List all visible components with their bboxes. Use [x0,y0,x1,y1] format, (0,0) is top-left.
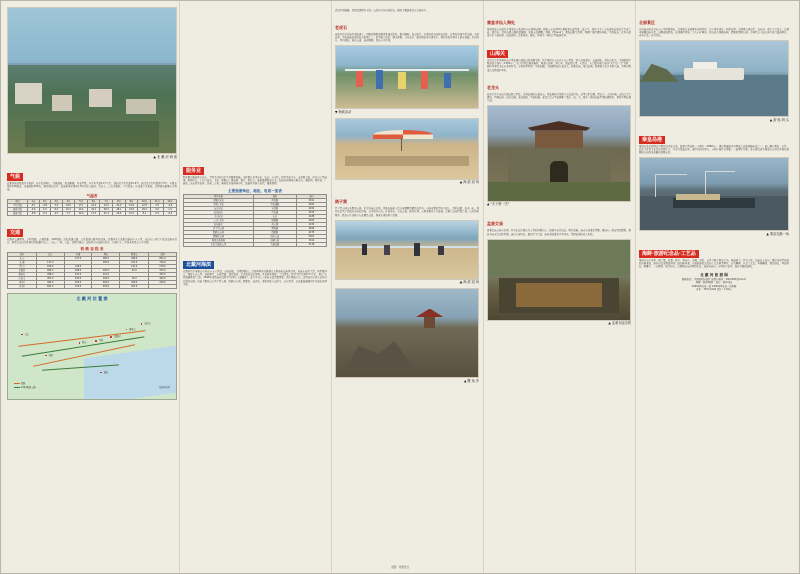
table-cell: 9.6 [151,207,164,211]
section-body-seafood: 秦皇岛盛产对虾、梭子蟹、海蟹、鲅鱼、黄花鱼、海螺、海参、扇贝等数十种海产品，味道鲜美，营养丰富。海滨各大饭店、餐馆均经营地道的海鲜菜肴，游客可品尝到新鲜可口的海味佳肴。当地旅游纪念品和工艺品种类繁多，有贝雕画、鱼骨工艺品、玛瑙雕刻、琥珀制品、草编制品、根雕等，工艺精湛，独具特色，是馈赠亲友的理想礼品。海滨各商店、市场均有销售，游客可随意选购。 [639,258,789,268]
table-cell: 4188 [296,215,326,219]
photo-coastal-panorama [7,7,177,154]
subsection-title-geziwo: 鸽子窝 [335,199,347,205]
table-cell: 16.3 [62,207,75,211]
colophon-line: 1995年8月第一版 1995年8月第一次印刷 [691,284,737,288]
table-cell: 208.0 [120,280,149,284]
colophon-line: 开本：787×1092 定价：1.80元 [696,288,732,292]
hotel-table-title: 主要旅游单位、地址、电话一览表 [228,189,282,194]
table-cell: 15.0 [125,211,138,215]
table-cell: 4203 [296,219,326,223]
table-cell: 鸽子窝公园 [184,227,254,231]
table-cell: 17.3 [87,211,100,215]
fold-line-4 [635,1,636,573]
table-cell: 301.0 [36,276,64,280]
map-city-dot [79,342,81,344]
table-cell: 247.0 [64,272,92,276]
table-cell: 10.6 [62,203,75,207]
table-header-cell: 11月 [151,199,164,203]
table-header-cell: 2月 [39,199,51,203]
table-cell: 联峰山公园 [184,231,254,235]
table-cell: -8.8 [28,211,40,215]
table-cell: 20.6 [113,211,126,215]
table-cell: 28.3 [100,207,113,211]
table-cell: 8.4 [51,207,63,211]
table-cell: 最低气温 [8,211,28,215]
table-cell: 126.0 [92,260,120,264]
table-cell: 4021 [296,203,326,207]
location-map [7,293,177,400]
table-cell: 最高气温 [8,207,28,211]
table-header-cell: 唐山 [92,252,120,256]
table-cell: 4231 [296,223,326,227]
table-header-cell: 1月 [28,199,40,203]
table-header-cell: 5月 [75,199,88,203]
table-cell: 联峰路 [253,231,296,235]
caption-beach-volleyball: ▼ 海滨活动 [335,109,352,114]
table-cell: 工人疗养院 [184,219,254,223]
table-cell: -5.1 [28,203,40,207]
map-city-label: 北京 [24,332,30,336]
fold-line-1 [179,1,180,573]
table-header-cell: 单位名称 [184,195,254,199]
table-cell: 12.8 [138,203,151,207]
table-cell: -6.0 [164,211,177,215]
map-legend: 铁路 102(国道)公路 [21,381,36,389]
table-header-cell: 9月 [125,199,138,203]
table-header-cell: 10月 [138,199,151,203]
column-3 [335,1,479,573]
table-cell: 136.0 [92,276,120,280]
table-cell: 1.9 [164,207,177,211]
fold-line-3 [483,1,484,573]
map-city-label: 渤海 [103,370,109,374]
table-cell: 121.0 [120,264,149,268]
section-title-beidaihe: 北戴河海滨 [183,261,214,269]
table-cell: 841.0 [149,256,177,260]
table-cell: 264.0 [36,268,64,272]
subsection-title-laohushi: 老虎石 [335,25,347,31]
table-cell: 中直疗养院 [184,203,254,207]
subsection-title-beiyuan: 北部景区 [639,20,655,25]
bottom-note: 全图：内部发行 [390,566,410,569]
subsection-body-mengjiangnv: 孟姜女庙又称贞女祠，位于山海关城东六公里的凤凰山上，始建于宋代以前，明代重修。庙内有孟姜女塑像，殿前有一副奇特的楹联，相传为南宋文天祥所题。庙后有望夫石、振衣亭等古迹，流传着孟姜女千里寻夫、哭倒长城的动人传说。 [487,229,631,236]
table-cell: 滨海大道 [253,235,296,239]
temperature-table [7,199,177,216]
table-cell: 北戴河 [8,268,37,272]
table-header-cell: 3月 [51,199,63,203]
map-city-dot [126,329,128,331]
photo-port [639,157,789,231]
map-city-label: 昌黎 [98,339,104,343]
section-body-shanhaiguan: 山海关是举世闻名的万里长城东部起点的重要关隘，位于秦皇岛市东北十五公里处，因其北倚燕山、南连渤海，故名山海关。关城始建于明洪武十四年（1381年），由大将徐达奉命修筑，城高十四米，厚七米，周长四公里，有四门。东门镇东楼上悬挂"天下第一关"巨匾，相传为明代书法家萧显所书，字体苍劲浑厚，气势磅礴。关城周围还有老龙头、孟姜女庙、角山长城、燕塞湖等众多名胜古迹，为国家级重点文物保护单位。 [487,59,631,72]
table-cell: 东山 [253,215,296,219]
table-cell: 0.4 [151,211,164,215]
table-cell: 22.0 [120,268,149,272]
table-cell: 海滨饭店 [184,211,254,215]
table-cell: 455.0 [64,280,92,284]
table-cell: 北 京 [8,256,37,260]
table-cell: 578.0 [149,264,177,268]
table-cell: 180.0 [92,256,120,260]
temp-table-title: 气温表 [86,193,98,198]
table-cell: 友谊宾馆 [184,207,254,211]
table-cell: -2.8 [39,203,51,207]
table-cell: 262.0 [64,276,92,280]
table-cell: 金山宾馆 [184,215,254,219]
table-cell: 21.4 [87,203,100,207]
table-cell: 494.0 [36,280,64,284]
table-header-cell: 项目 [8,199,28,203]
table-cell: 137.0 [64,256,92,260]
table-cell: 4155 [296,211,326,215]
table-cell: 180.0 [36,264,64,268]
caption-cruise-dock: ▲ 游 船 码 头 [769,117,789,122]
subsection-title-mengjiangnv: 孟姜女庙 [487,221,503,227]
photo-temple-fair [487,239,631,321]
caption-port: ▲ 秦皇岛港一角 [766,231,789,236]
map-city-label: 北戴河 [113,334,121,338]
caption-yingjiao-pavilion: ▲ 鹰 角 亭 [463,378,479,383]
table-cell: 3.4 [51,203,63,207]
table-cell: 247.0 [120,260,149,264]
table-cell: 唐 山 [8,264,37,268]
table-cell: 18.3 [138,207,151,211]
photo-cruise-dock [639,40,789,117]
caption-beach-umbrella: ▲ 海 滨 浴 场 [459,180,479,185]
table-cell: 442.0 [149,276,177,280]
table-cell: 704.0 [149,260,177,264]
section-title-qhdport: 秦皇岛港 [639,136,665,144]
section-body-beidaihe: 北戴河位于秦皇岛市西南十五公里处，南临渤海，北靠联峰山，是我国著名的避暑疗养胜地和海滨风景区。海滨东起鸽子窝，西至戴河口，绵延十余公里，沙软潮平，水质清澈，滩缓波轻，是天然的海水浴场。区内林木葱郁，空气清新，夏季平均气温23℃左右，素有"东亚避暑胜地"之称。1898年清政府将此辟为"各国人士避暑地"，此后中外人士纷纷来此营建别墅。新中国成立后，这里成为劳动人民休养度假的乐园。海滨主要景点有鸽子窝公园、联峰山公园、碧螺塔、老虎石、秦皇求仙入海处等。每年夏季，来此旅游避暑的中外游客络绎不绝。 [183,270,327,286]
map-city-dot [110,336,112,338]
table-cell: 西经路 [253,199,296,203]
subsection-body-geziwo: 鸽子窝公园又名鹰角公园，位于海滨东北角，因临海悬崖上常有成群野鸽栖息而得名。公园内鹰角亭屹立崖上，凭栏远眺，海天一色。观日出是鸽子窝最负盛名的景观，每当旭日东升，红霞满天，金光万道，蔚为壮观。公园北侧为大片湿地，是候鸟迁徙停歇之地，每年春秋两季，数以万计的候鸟在此栖息觅食，形成壮观的观鸟景观。 [335,207,479,217]
table-cell: 24.0 [113,203,126,207]
photo-beach-volleyball [335,45,479,109]
table-cell: 2.0 [39,207,51,211]
table-cell: 457.0 [120,284,149,288]
map-city-label: 唐山 [81,341,87,345]
table-cell: 24.6 [125,207,138,211]
table-cell: 578.0 [92,284,120,288]
table-cell: 北戴河宾馆 [184,199,254,203]
table-cell: 21.3 [100,211,113,215]
table-cell: 东经路 [253,207,296,211]
fold-line-2 [331,1,332,573]
table-cell: 186.0 [64,268,92,272]
section-body-climate: 北戴河地处暖温带半湿润、南于海洋调节，气候温和，夏无酷暑，冬无严寒，年平均气温11℃左右，最热月平均气温24.5℃，最冷月平均气温零下5℃。年降水量约700毫米，无霜期约180天，相对湿度适中。海滨浴场水温6月至9月适宜游泳，尤以七、八月为最佳。空气清新、负氧离子含量高，是理想的避暑疗养胜地。 [7,181,177,191]
table-cell: 5118 [296,243,326,247]
table-cell: 港城大街 [253,239,296,243]
table-cell: 4102 [296,207,326,211]
table-cell: 704.0 [64,284,92,288]
table-cell: 5.7 [62,211,75,215]
table-cell: 沈 阳 [8,284,37,288]
table-cell: 天 津 [8,260,37,264]
caption-great-wall-gate: ▲ "天下第一关" [487,202,510,207]
map-city-label: 秦皇岛 [128,327,136,331]
section-body-qhdport: 秦皇岛港是我国北方著名的不冻良港，始建于清光绪二十四年（1898年），现已发展成为世界最大的能源输出港之一。港口拥有煤炭、杂货、油品等各类专业化泊位数十个，年吞吐量逾亿吨。港区内塔吊林立，万吨巨轮往来穿梭，一派繁忙景象。港口现已成为秦皇岛市对外开放的重要窗口和经济发展的重要支柱。 [639,144,789,154]
table-cell: 475.0 [149,268,177,272]
table-cell: 中海滩 [253,211,296,215]
table-row [8,211,177,215]
caption-swimmers: ▲ 海 滨 浴 场 [459,280,479,285]
table-cell: 22.4 [75,207,88,211]
table-cell: 19.6 [125,203,138,207]
colophon-title: 北 戴 河 旅 游 图 [700,272,728,277]
table-header-cell: 站名 [8,252,37,256]
table-header-cell: 秦皇岛 [120,252,149,256]
table-cell: 137.0 [36,260,64,264]
column3-intro: 沿海岸线蜿蜒，景观资源极为丰富，每处均有各自的特色。现将主要游览景点分述如下。 [335,9,429,12]
table-cell: 海宁路 [253,223,296,227]
table-cell: 286.0 [120,256,149,260]
table-cell: 28.1 [113,207,126,211]
map-title: 北 戴 河 位 置 图 [76,295,108,301]
map-city-dot [21,334,23,336]
table-cell: 4011 [296,199,326,203]
section-title-climate: 气候 [7,173,23,181]
table-header-cell: 地址 [253,195,296,199]
photo-yingjiao-pavilion [335,288,479,378]
table-cell: 3012 [296,239,326,243]
table-header-cell: 7月 [100,199,113,203]
table-cell: 457.0 [149,272,177,276]
distance-table-title: 铁 路 里 程 表 [80,246,104,251]
table-cell: 碧螺塔公园 [184,235,254,239]
table-cell: 平均气温 [8,203,28,207]
map-city-dot [95,340,97,342]
section-body-traffic: 北戴河交通便利，京哈铁路、京秦铁路、102国道、沿海高速公路、京沈高速公路均经此地。北戴河火车站距海滨约十五公里，站前有公共汽车直达海滨各景点。秦皇岛山海关机场有班机通往北京、上海、广州、大连、沈阳等城市。海滨区内有旅游专线车、出租汽车，往返各风景点十分方便。 [7,237,177,244]
subsection-title-qiuxian: 秦皇求仙入海处 [487,20,515,25]
table-cell: 4.5 [151,203,164,207]
map-city-dot [141,323,143,325]
table-header-cell: 天津 [64,252,92,256]
table-cell: 中海滩路 [253,203,296,207]
colophon-line: 印刷：新华印刷厂 发行：新华书店 [695,281,733,285]
section-title-traffic: 交通 [7,229,23,237]
table-cell: 15.0 [120,276,149,280]
table-cell: 105.0 [92,268,120,272]
table-cell: 4301 [296,235,326,239]
section-body-service: 到北戴河旅游休养的人，平时不过的日常生活服务设施。全区现有各类宾馆、饭店、疗养院、招待所近千家，床位数万张。区内有大型商场、购物中心、土特产商店、书店、照相馆、邮电局、银行、医院等，旅游服务配套齐全。海滨各浴场设有更衣室、淋浴间、救护站、广播站。饭店经营海鲜、冀菜、京菜、鲁菜及各地风味小吃，旅游旺季游人如织，服务周到。 [183,176,327,186]
table-cell: 12.0 [75,211,88,215]
table-cell: 海滨旅社 [184,223,254,227]
table-header-cell: 沈阳 [149,252,177,256]
table-cell: 286.0 [36,272,64,276]
table-cell: 8.1 [138,211,151,215]
map-city-label: 山海关 [144,322,151,326]
photo-great-wall-gate [487,105,631,202]
table-cell: 24.5 [100,203,113,207]
column-4 [487,1,631,573]
colophon-lines [639,278,789,292]
table-cell: -2.6 [164,203,177,207]
subsection-body-laolongtou: 老龙头位于山海关城南四公里处，是明长城的东部起点，因长城如巨龙探首入海而得名。这里有澄海楼、靖卤台、入海石城、南海口关等建筑，登楼远望，海天辽阔，波涛汹涌，气势磅礴。老龙头是万里长城唯一集山、海、关、城于一体的海陆军事防御体系，堪称中国长城之最。 [487,92,631,102]
column-5 [639,1,789,573]
table-cell: 关城南路 [253,243,296,247]
table-cell [149,284,177,288]
map-city-dot [45,355,47,357]
table-row [8,284,177,288]
column-1 [7,1,177,573]
section-title-seafood: 海鲜·旅游纪念品·工艺品 [639,250,699,258]
table-cell: 841.0 [36,284,64,288]
hotel-table [183,194,327,247]
table-row [184,243,327,247]
table-cell: 联峰路 [253,219,296,223]
table-header-cell: 电话 [296,195,326,199]
table-cell: 山海关旅游公司 [184,243,254,247]
table-cell: -0.7 [51,211,63,215]
caption-temple-fair: ▲ 孟姜女庙全景 [608,321,631,326]
table-cell: -6.3 [39,211,51,215]
column-2 [183,1,327,573]
distance-table [7,252,177,289]
table-header-cell: 12月 [164,199,177,203]
subsection-title-laolongtou: 老龙头 [487,84,499,90]
table-header-cell: 6月 [87,199,100,203]
table-cell: 4275 [296,231,326,235]
colophon-line: 编辑出版：中国地图出版社 地图审核号：GS(1995)第xxx号 [681,277,747,281]
table-cell: 秦皇岛港务局 [184,239,254,243]
table-header-cell: 8月 [113,199,126,203]
table-cell: 249.0 [149,280,177,284]
map-legend-area: 海滨风景区 [153,385,170,389]
table-cell: 121.0 [92,272,120,276]
table-header-cell: 北京 [36,252,64,256]
table-cell: -0.6 [28,207,40,211]
table-cell: 锦 州 [8,280,37,284]
subsection-body-qiuxian: 秦皇求仙入海处位于秦皇岛市海港区东山浴场南侧，相传公元前215年秦始皇东巡至此，派卢生、韩终等方士入海求仙觅取长生不老之药，故得名。景区内建有秦始皇铜像、求仙入海群雕、唐碑、四haul门、观海长廊等景观，再现了秦代建筑风格，气势恢宏。景区内还设有水上游乐场、海滨浴场，是集观光、娱乐、休闲于一体的大型旅游景区。 [487,28,631,38]
table-cell: 126.0 [64,264,92,268]
table-cell: 秦皇岛 [8,272,37,276]
map-sea-area [84,345,176,400]
table-cell: 26.1 [87,207,100,211]
table-cell: 329.0 [92,280,120,284]
subsection-body-laohushi: 老虎石位于海滨中部海滩上，因礁石群形似群虎卧滩而得名。礁石嶙峋，海浪拍岸，是观海听涛的绝佳去处。这里的沙滩平缓宽阔，水质洁净，为海滨最热闹的海水浴场之一。夏季游人如织，嬉水弄潮，其乐无穷。礁石附近设有更衣室、救护站和各种水上游乐设施。日出时分，登石观海，霞光万道，波光粼粼，景色十分壮观。 [335,33,479,43]
table-cell: 鹰角路 [253,227,296,231]
photo-swimmers [335,220,479,280]
photo-beach-umbrella [335,118,479,180]
section-title-service: 服务业 [183,167,204,175]
table-cell: 4266 [296,227,326,231]
table-header-cell: 4月 [62,199,75,203]
subsection-body-beiyuan: 从海滨向西北方向五公里的联峰山，是秦皇岛北部著名的风景区。山上林木茂密，松柏苍翠，山间建有望海亭、莲花石、观音寺等景点。山顶可俯瞰海滨全景，远眺渤海碧波，近观城区风貌，令人心旷神怡。区内还有怪楼奇园、碧螺塔酒吧公园、奥林匹克大道公园等新兴旅游项目，内容丰富，各具特色。 [639,28,789,38]
caption-coastal-panorama: ▲ 北 戴 河 海 滨 [153,154,177,159]
map-city-label: 天津 [48,353,53,357]
section-title-shanhaiguan: 山海关 [487,50,508,58]
table-cell: 17.1 [75,203,88,207]
table-cell: 山海关 [8,276,37,280]
